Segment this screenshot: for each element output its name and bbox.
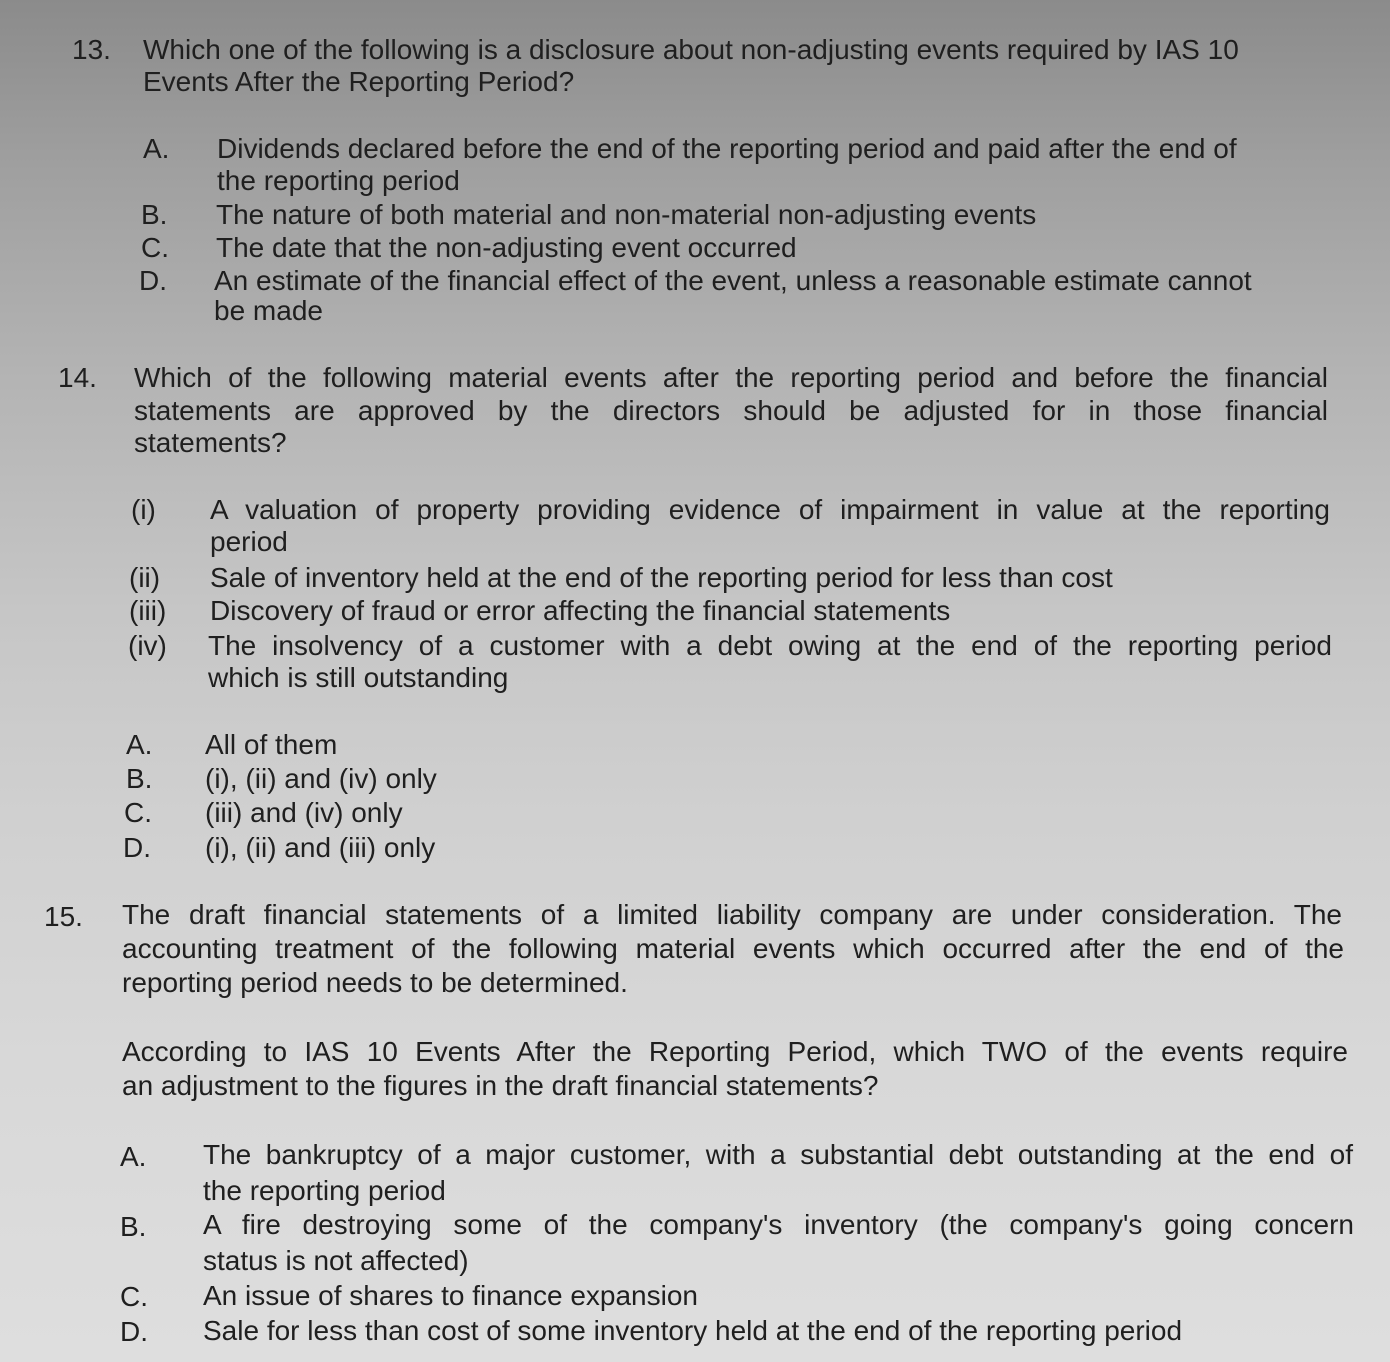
option-letter-b[interactable]: B. bbox=[120, 1211, 147, 1242]
option-letter-d[interactable]: D. bbox=[139, 265, 167, 296]
option-letter-d[interactable]: D. bbox=[123, 832, 151, 863]
option-letter-b[interactable]: B. bbox=[141, 199, 168, 230]
option-b-text[interactable]: status is not affected) bbox=[203, 1245, 469, 1276]
option-a-text[interactable]: the reporting period bbox=[217, 165, 460, 196]
option-letter-d[interactable]: D. bbox=[120, 1316, 148, 1347]
question-stem-line: an adjustment to the figures in the draft financial statements? bbox=[122, 1070, 879, 1101]
item-iii-text: Discovery of fraud or error affecting the financial statements bbox=[210, 595, 951, 626]
option-a-text[interactable]: Dividends declared before the end of the reporting period and paid after the end of bbox=[217, 133, 1237, 164]
option-letter-b[interactable]: B. bbox=[126, 763, 153, 794]
question-number: 14. bbox=[58, 362, 97, 393]
item-label-ii: (ii) bbox=[129, 562, 161, 593]
option-d-text[interactable]: be made bbox=[214, 295, 323, 326]
option-d-text[interactable]: Sale for less than cost of some inventory held at the end of the reporting period bbox=[203, 1315, 1183, 1346]
question-stem-line: According to IAS 10 Events After the Reporting Period, which TWO of the events require bbox=[122, 1036, 1348, 1067]
item-iv-text: The insolvency of a customer with a debt owing at the end of the reporting period bbox=[208, 630, 1332, 661]
question-number: 13. bbox=[72, 34, 111, 65]
item-i-text: period bbox=[210, 526, 288, 557]
option-a-text[interactable]: All of them bbox=[205, 729, 338, 760]
question-stem-line: reporting period needs to be determined. bbox=[122, 967, 628, 998]
item-ii-text: Sale of inventory held at the end of the reporting period for less than cost bbox=[210, 562, 1113, 593]
option-letter-c[interactable]: C. bbox=[141, 232, 169, 263]
question-stem-line: Which of the following material events after the reporting period and before the financial bbox=[134, 362, 1328, 393]
option-c-text[interactable]: The date that the non-adjusting event occurred bbox=[216, 232, 797, 263]
option-letter-a[interactable]: A. bbox=[126, 729, 153, 760]
option-a-text[interactable]: The bankruptcy of a major customer, with a substantial debt outstanding at the end of bbox=[203, 1139, 1353, 1170]
question-stem-line: Events After the Reporting Period? bbox=[143, 66, 575, 97]
option-c-text[interactable]: (iii) and (iv) only bbox=[205, 797, 403, 828]
option-a-text[interactable]: the reporting period bbox=[203, 1175, 446, 1206]
option-b-text[interactable]: The nature of both material and non-material non-adjusting events bbox=[216, 199, 1037, 230]
option-b-text[interactable]: A fire destroying some of the company's inventory (the company's going concern bbox=[203, 1209, 1354, 1240]
option-b-text[interactable]: (i), (ii) and (iv) only bbox=[205, 763, 437, 794]
option-d-text[interactable]: (i), (ii) and (iii) only bbox=[205, 832, 436, 863]
option-c-text[interactable]: An issue of shares to finance expansion bbox=[203, 1280, 698, 1311]
item-label-iii: (iii) bbox=[129, 595, 167, 626]
question-stem-line: statements? bbox=[134, 427, 287, 458]
option-letter-a[interactable]: A. bbox=[143, 133, 170, 164]
option-letter-c[interactable]: C. bbox=[124, 797, 152, 828]
item-iv-text: which is still outstanding bbox=[208, 662, 509, 693]
question-stem-line: The draft financial statements of a limited liability company are under consideration. The bbox=[122, 899, 1342, 930]
option-letter-a[interactable]: A. bbox=[120, 1141, 147, 1172]
question-number: 15. bbox=[44, 901, 83, 932]
item-label-iv: (iv) bbox=[128, 630, 167, 661]
item-label-i: (i) bbox=[131, 494, 156, 525]
item-i-text: A valuation of property providing evidence of impairment in value at the reporting bbox=[210, 494, 1330, 525]
question-stem-line: statements are approved by the directors should be adjusted for in those financial bbox=[134, 395, 1328, 426]
option-letter-c[interactable]: C. bbox=[120, 1281, 148, 1312]
question-stem-line: accounting treatment of the following material events which occurred after the end of the bbox=[122, 933, 1344, 964]
question-stem-line: Which one of the following is a disclosure about non-adjusting events required by IAS 10 bbox=[143, 34, 1239, 65]
option-d-text[interactable]: An estimate of the financial effect of the event, unless a reasonable estimate cannot bbox=[214, 265, 1252, 296]
